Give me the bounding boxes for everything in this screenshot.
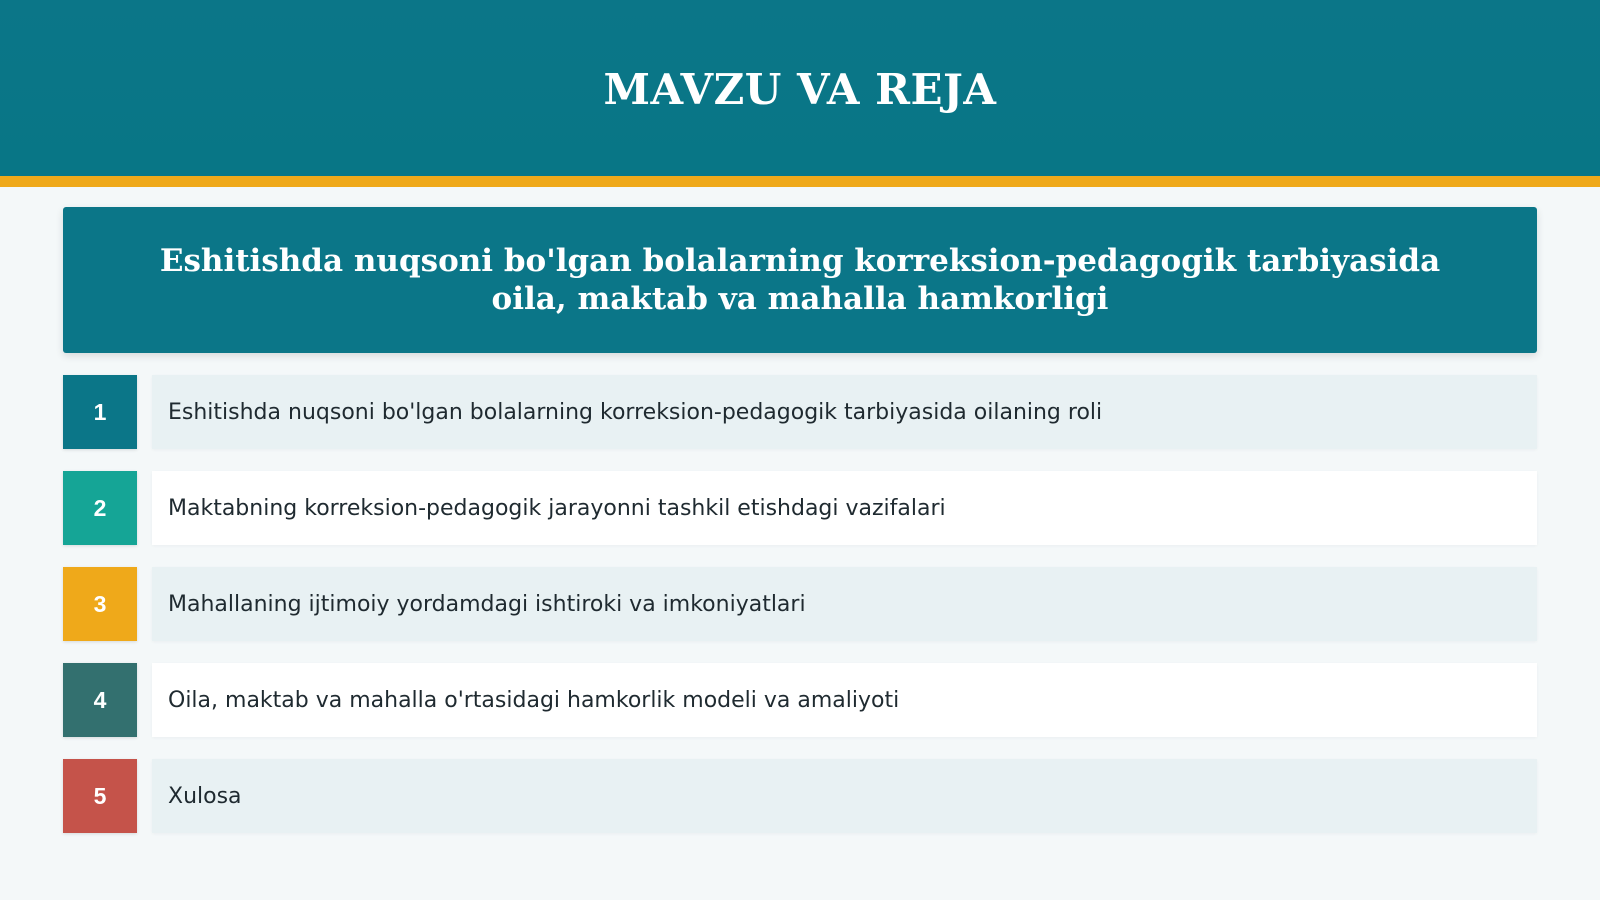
topic-banner bbox=[63, 207, 1537, 353]
plan-item-3 bbox=[63, 567, 1537, 641]
plan-item-text: Xulosa bbox=[168, 783, 242, 809]
plan-item-number: 2 bbox=[63, 471, 137, 545]
plan-item-number: 5 bbox=[63, 759, 137, 833]
plan-item-card bbox=[152, 471, 1537, 545]
accent-divider bbox=[0, 176, 1600, 187]
plan-item-number: 3 bbox=[63, 567, 137, 641]
plan-item-card bbox=[152, 663, 1537, 737]
plan-item-text: Eshitishda nuqsoni bo'lgan bolalarning korreksion-pedagogik tarbiyasida oilaning roli bbox=[168, 399, 1103, 425]
slide-header bbox=[0, 0, 1600, 176]
plan-item-4 bbox=[63, 663, 1537, 737]
topic-title: Eshitishda nuqsoni bo'lgan bolalarning korreksion-pedagogik tarbiyasida oila, maktab va mahalla hamkorligi bbox=[159, 243, 1441, 317]
plan-item-text: Mahallaning ijtimoiy yordamdagi ishtiroki va imkoniyatlari bbox=[168, 591, 806, 617]
plan-item-number: 4 bbox=[63, 663, 137, 737]
plan-item-card bbox=[152, 567, 1537, 641]
plan-item-1 bbox=[63, 375, 1537, 449]
plan-item-2 bbox=[63, 471, 1537, 545]
plan-item-number: 1 bbox=[63, 375, 137, 449]
plan-item-5 bbox=[63, 759, 1537, 833]
plan-item-card bbox=[152, 375, 1537, 449]
plan-item-text: Maktabning korreksion-pedagogik jarayonni tashkil etishdagi vazifalari bbox=[168, 495, 946, 521]
plan-item-card bbox=[152, 759, 1537, 833]
slide-title: MAVZU VA REJA bbox=[603, 64, 997, 114]
plan-item-text: Oila, maktab va mahalla o'rtasidagi hamkorlik modeli va amaliyoti bbox=[168, 687, 900, 713]
plan-list bbox=[63, 375, 1537, 855]
